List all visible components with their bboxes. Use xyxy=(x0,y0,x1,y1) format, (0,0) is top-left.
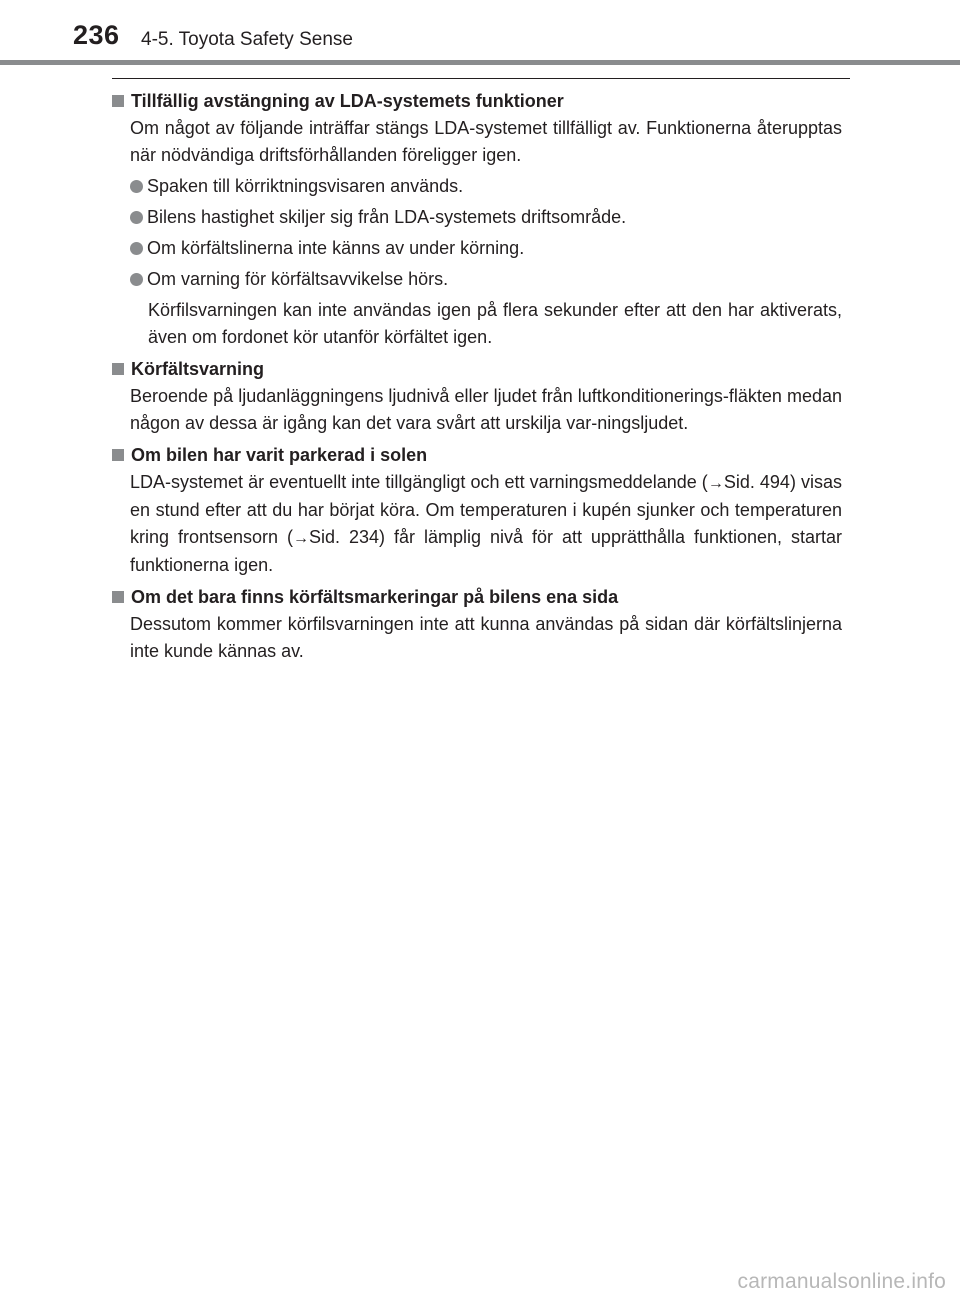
arrow-right-icon: → xyxy=(707,475,724,492)
circle-bullet-icon xyxy=(130,180,143,193)
section-paragraph: Dessutom kommer körfilsvarningen inte att kunna användas på sidan där körfältslinjerna inte kunde kännas av. xyxy=(130,614,842,661)
content-body xyxy=(112,88,842,670)
list-item-text: Om körfältslinerna inte känns av under körning. xyxy=(147,238,525,258)
list-item-text: Spaken till körriktningsvisaren används. xyxy=(147,176,464,196)
square-bullet-icon xyxy=(112,591,124,603)
content-divider xyxy=(112,78,850,79)
page-reference-text: Sid. 234 xyxy=(309,527,380,547)
page-header xyxy=(0,0,960,62)
page-number: 236 xyxy=(73,20,120,50)
circle-bullet-icon xyxy=(130,211,143,224)
page-reference-link[interactable] xyxy=(293,527,379,547)
list-item-text: Bilens hastighet skiljer sig från LDA-systemets driftsområde. xyxy=(147,207,627,227)
list-item xyxy=(130,173,842,200)
bullet-note: Körfilsvarningen kan inte användas igen på flera sekunder efter att den har aktiverats, även om fordonet kör utanför körfältet igen. xyxy=(148,300,842,347)
section-heading-text: Om bilen har varit parkerad i solen xyxy=(131,445,428,465)
watermark: carmanualsonline.info xyxy=(737,1270,946,1293)
section-heading-text: Körfältsvarning xyxy=(131,359,265,379)
square-bullet-icon xyxy=(112,449,124,461)
section-heading xyxy=(112,442,842,469)
paragraph-text: ) får lämplig nivå för att upprätthålla funktionen, startar funktionerna igen. xyxy=(130,527,843,575)
page-reference-text: Sid. 494 xyxy=(723,472,790,492)
section-title: 4-5. Toyota Safety Sense xyxy=(141,29,353,50)
list-item xyxy=(130,266,842,293)
square-bullet-icon xyxy=(112,95,124,107)
section-heading-text: Tillfällig avstängning av LDA-systemets funktioner xyxy=(131,91,564,111)
circle-bullet-icon xyxy=(130,273,143,286)
paragraph-text: ) visas en stund efter att du har börjat köra. Om temperaturen i kupén sjunker och temperaturen kring frontsensorn ( xyxy=(130,472,843,547)
section-paragraph xyxy=(130,469,842,579)
page-reference-link[interactable] xyxy=(708,472,790,492)
section-heading xyxy=(112,88,842,115)
section-paragraph: Beroende på ljudanläggningens ljudnivå eller ljudet från luftkonditionerings-fläkten medan någon av dessa är igång kan det vara svårt att urskilja var-ningsljudet. xyxy=(130,386,842,433)
header-divider xyxy=(0,60,960,65)
section-parked-in-sun xyxy=(112,442,842,579)
section-one-side-markings xyxy=(112,584,842,665)
square-bullet-icon xyxy=(112,363,124,375)
arrow-right-icon: → xyxy=(293,530,310,547)
list-item xyxy=(130,235,842,262)
section-lda-suspension xyxy=(112,88,842,351)
paragraph-text: LDA-systemet är eventuellt inte tillgängligt och ett varningsmeddelande ( xyxy=(130,472,708,492)
list-item-text: Om varning för körfältsavvikelse hörs. xyxy=(147,269,449,289)
section-heading xyxy=(112,584,842,611)
section-lane-warning xyxy=(112,356,842,437)
list-item xyxy=(130,204,842,231)
section-heading-text: Om det bara finns körfältsmarkeringar på bilens ena sida xyxy=(131,587,619,607)
section-paragraph: Om något av följande inträffar stängs LDA-systemet tillfälligt av. Funktionerna återupptas när nödvändiga driftsförhållanden föreligger igen. xyxy=(130,118,842,165)
circle-bullet-icon xyxy=(130,242,143,255)
section-heading xyxy=(112,356,842,383)
